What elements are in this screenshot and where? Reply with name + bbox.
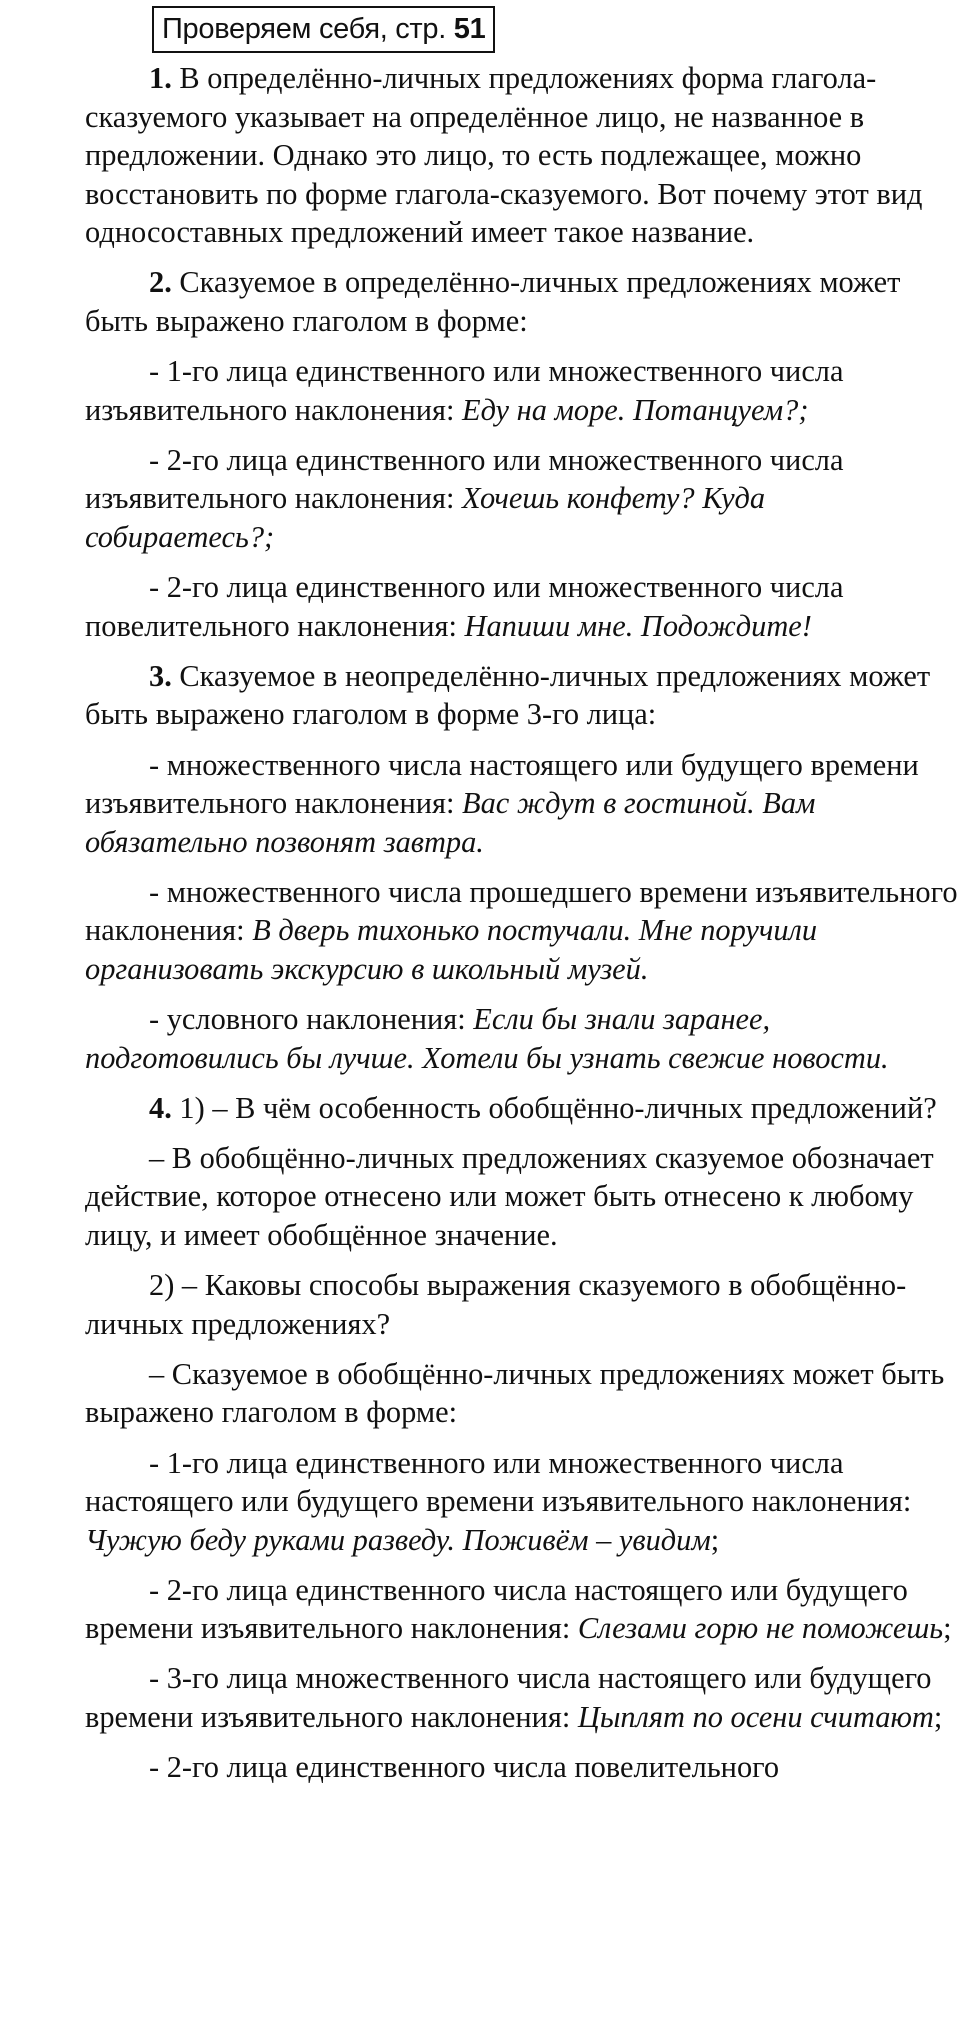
paragraph-text: – Сказуемое в обобщённо-личных предложениях может быть выражено глаголом в форме: [85,1356,945,1430]
list-item [85,1748,960,1787]
paragraph-text: Сказуемое в неопределённо-личных предложениях может быть выражено глаголом в форме 3-го лица: [85,658,931,732]
item-text: - условного наклонения: [149,1002,466,1037]
example-text: В дверь тихонько постучали. Мне поручили организовать экскурсию в школьный музей. [85,913,818,986]
punctuation: ; [933,1700,943,1735]
punctuation: ; [943,1611,952,1646]
header-label: Проверяем себя, стр. [162,13,447,45]
question-paragraph [85,1266,960,1343]
list-item [85,873,960,989]
item-text: - множественного числа настоящего или будущего времени изъявительного наклонения: [85,747,919,821]
answer-paragraph [85,1355,960,1432]
example-text: Хочешь конфету? Куда собираетесь?; [85,481,766,555]
document-body [85,59,960,1787]
example-text: Если бы знали заранее, подготовились бы лучше. Хотели бы узнать свежие новости. [85,1002,889,1075]
list-item [85,568,960,645]
item-text: - 2-го лица единственного числа повелительного [149,1750,780,1785]
paragraph-3 [85,657,960,734]
paragraph-text: – В обобщённо-личных предложениях сказуемое обозначает действие, которое отнесено или может быть отнесено к любому лицу, и имеет обобщённое значение. [85,1140,934,1253]
list-item [85,1000,960,1077]
paragraph-1 [85,59,960,252]
item-text: - 1-го лица единственного или множественного числа настоящего или будущего времени изъявительного наклонения: [85,1445,912,1519]
page-reference-box [152,6,495,53]
list-item [85,352,960,429]
item-text: - множественного числа прошедшего времени изъявительного наклонения: [85,874,958,948]
example-text: Напиши мне. Подождите! [464,608,812,643]
item-number: 4. [149,1090,172,1125]
item-text: - 1-го лица единственного или множественного числа изъявительного наклонения: [85,354,844,427]
item-text: - 2-го лица единственного или множественного числа изъявительного наклонения: [85,442,844,516]
list-item [85,1444,960,1560]
example-text: Еду на море. Потанцуем?; [462,392,809,427]
item-number: 2. [149,265,172,300]
answer-paragraph [85,1139,960,1255]
punctuation: ; [710,1522,720,1557]
item-number: 1. [149,61,172,95]
paragraph-text: 1) – В чём особенность обобщённо-личных предложений? [179,1090,937,1125]
list-item [85,441,960,557]
example-text: Слезами горю не поможешь [577,1611,944,1646]
example-text: Вас ждут в гостиной. Вам обязательно позвонят завтра. [85,786,816,859]
paragraph-text: В определённо-личных предложениях форма глагола-сказуемого указывает на определённое лицо, не названное в предложении. Однако это лицо, то есть подлежащее, можно восстановить по форме глагола-сказуемого. Вот почему этот вид односоставных предложений имеет такое название. [85,61,923,250]
list-item [85,746,960,862]
list-item [85,1659,960,1736]
document-page [85,0,960,1798]
paragraph-text: Сказуемое в определённо-личных предложениях может быть выражено глаголом в форме: [85,265,901,339]
paragraph-2 [85,263,960,340]
item-text: - 3-го лица множественного числа настоящего или будущего времени изъявительного наклонения: [85,1661,932,1735]
item-number: 3. [149,658,172,693]
list-item [85,1571,960,1648]
item-text: - 2-го лица единственного числа настоящего или будущего времени изъявительного наклонения: [85,1572,908,1646]
paragraph-4 [85,1089,960,1128]
paragraph-text: 2) – Каковы способы выражения сказуемого в обобщённо-личных предложениях? [85,1268,907,1341]
item-text: - 2-го лица единственного или множественного числа повелительного наклонения: [85,570,844,643]
example-text: Цыплят по осени считают [577,1700,934,1735]
header-page-number: 51 [453,13,486,45]
example-text: Чужую беду руками разведу. Поживём – увидим [85,1522,711,1557]
